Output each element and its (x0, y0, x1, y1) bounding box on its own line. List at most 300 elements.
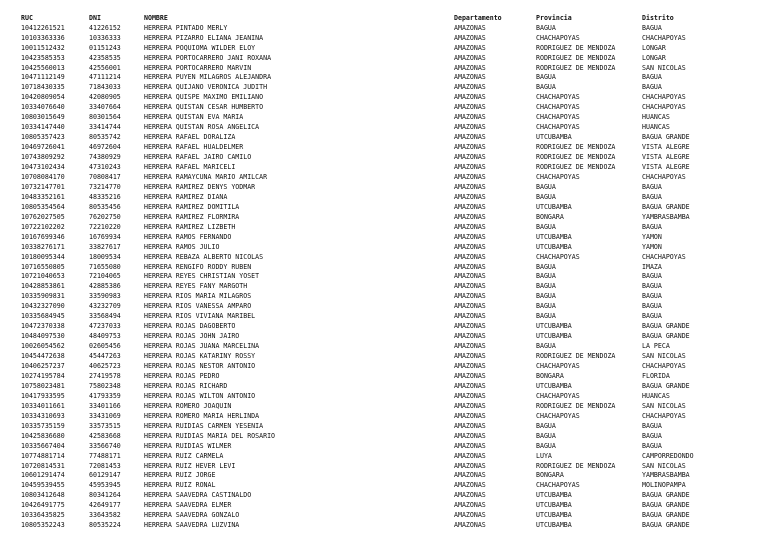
cell-provincia: BAGUA (536, 312, 556, 321)
cell-provincia: RODRIGUEZ DE MENDOZA (536, 401, 616, 410)
cell-provincia: UTCUBAMBA (536, 521, 572, 530)
cell-dni: 33431069 (89, 411, 121, 420)
header-nombre: NOMBRE (144, 14, 168, 22)
cell-ruc: 10803412648 (21, 491, 65, 500)
cell-departamento: AMAZONAS (454, 252, 486, 261)
table-row (0, 64, 768, 74)
cell-dni: 48409753 (89, 332, 121, 341)
cell-distrito: BAGUA (642, 272, 662, 281)
cell-ruc: 10103363336 (21, 33, 65, 42)
header-ruc: RUC (21, 14, 33, 22)
table-row (0, 24, 768, 34)
cell-departamento: AMAZONAS (454, 133, 486, 142)
cell-nombre: HERRERA RAMIREZ LIZBETH (144, 222, 236, 231)
cell-nombre: HERRERA RAMIREZ DENYS YODMAR (144, 182, 256, 191)
cell-ruc: 10459539455 (21, 481, 65, 490)
cell-departamento: AMAZONAS (454, 262, 486, 271)
cell-dni: 47111214 (89, 73, 121, 82)
table-row (0, 103, 768, 113)
cell-provincia: UTCUBAMBA (536, 232, 572, 241)
cell-ruc: 10805354564 (21, 202, 65, 211)
cell-distrito: BAGUA GRANDE (642, 322, 690, 331)
cell-distrito: BAGUA (642, 83, 662, 92)
table-row (0, 302, 768, 312)
cell-ruc: 10428853861 (21, 282, 65, 291)
cell-nombre: HERRERA QUISTAN ROSA ANGELICA (144, 123, 260, 132)
cell-departamento: AMAZONAS (454, 43, 486, 52)
table-row (0, 501, 768, 511)
cell-nombre: HERRERA RUIZ RONAL (144, 481, 216, 490)
table-row (0, 292, 768, 302)
cell-dni: 01151243 (89, 43, 121, 52)
cell-distrito: BAGUA GRANDE (642, 381, 690, 390)
cell-nombre: HERRERA RAMIREZ FLORMIRA (144, 212, 240, 221)
cell-provincia: UTCUBAMBA (536, 381, 572, 390)
cell-distrito: HUANCAS (642, 391, 670, 400)
cell-dni: 02605456 (89, 342, 121, 351)
cell-ruc: 10425560013 (21, 63, 65, 72)
cell-distrito: YAMBRASBAMBA (642, 212, 690, 221)
cell-provincia: UTCUBAMBA (536, 511, 572, 520)
cell-distrito: BAGUA (642, 182, 662, 191)
cell-provincia: CHACHAPOYAS (536, 33, 580, 42)
cell-ruc: 10805352243 (21, 521, 65, 530)
table-row (0, 54, 768, 64)
cell-departamento: AMAZONAS (454, 471, 486, 480)
cell-provincia: BAGUA (536, 192, 556, 201)
header-provincia: Provincia (536, 14, 572, 22)
cell-nombre: HERRERA PIZARRO ELIANA JEANINA (144, 33, 264, 42)
cell-nombre: HERRERA ROJAS WILTON ANTONIO (144, 391, 256, 400)
cell-departamento: AMAZONAS (454, 411, 486, 420)
table-row (0, 133, 768, 143)
table-row (0, 521, 768, 531)
cell-ruc: 10338276171 (21, 242, 65, 251)
cell-departamento: AMAZONAS (454, 371, 486, 380)
cell-provincia: BAGUA (536, 83, 556, 92)
cell-nombre: HERRERA ROJAS JOHN JAIRO (144, 332, 240, 341)
cell-ruc: 10412261521 (21, 23, 65, 32)
cell-distrito: BAGUA (642, 421, 662, 430)
table-row (0, 272, 768, 282)
cell-dni: 71843033 (89, 83, 121, 92)
cell-nombre: HERRERA RUIDIAS MARIA DEL ROSARIO (144, 431, 276, 440)
cell-distrito: CAMPORREDONDO (642, 451, 694, 460)
cell-dni: 80535456 (89, 202, 121, 211)
table-row (0, 44, 768, 54)
cell-ruc: 10473102434 (21, 163, 65, 171)
cell-nombre: HERRERA ROJAS JUANA MARCELINA (144, 342, 260, 351)
cell-distrito: BAGUA (642, 282, 662, 291)
cell-departamento: AMAZONAS (454, 282, 486, 291)
cell-nombre: HERRERA QUISTAN EVA MARIA (144, 113, 244, 122)
table-row (0, 223, 768, 233)
table-row (0, 93, 768, 103)
header-row (0, 14, 768, 24)
cell-departamento: AMAZONAS (454, 322, 486, 331)
cell-nombre: HERRERA RIOS MARIA MILAGROS (144, 292, 252, 301)
cell-dni: 42556001 (89, 63, 121, 72)
table-row (0, 34, 768, 44)
cell-ruc: 10335909831 (21, 292, 65, 301)
cell-departamento: AMAZONAS (454, 222, 486, 231)
cell-provincia: RODRIGUEZ DE MENDOZA (536, 63, 616, 72)
table-row (0, 362, 768, 372)
cell-departamento: AMAZONAS (454, 232, 486, 241)
cell-departamento: AMAZONAS (454, 172, 486, 181)
cell-nombre: HERRERA ROMERO MARIA HERLINDA (144, 411, 260, 420)
cell-provincia: BAGUA (536, 272, 556, 281)
table-row (0, 332, 768, 342)
cell-nombre: HERRERA ROJAS KATARINY ROSSY (144, 352, 256, 361)
cell-distrito: CHACHAPOYAS (642, 172, 686, 181)
cell-provincia: BAGUA (536, 262, 556, 271)
table-row (0, 402, 768, 412)
cell-nombre: HERRERA ROMERO JOAQUIN (144, 401, 232, 410)
cell-ruc: 10716550805 (21, 262, 65, 271)
cell-nombre: HERRERA REYES CHRISTIAN YOSET (144, 272, 260, 281)
cell-dni: 33643582 (89, 511, 121, 520)
table-row (0, 462, 768, 472)
cell-departamento: AMAZONAS (454, 302, 486, 311)
cell-dni: 77488171 (89, 451, 121, 460)
cell-nombre: HERRERA RAFAEL MARICELI (144, 163, 236, 171)
table-row (0, 163, 768, 173)
cell-departamento: AMAZONAS (454, 292, 486, 301)
cell-ruc: 10026054562 (21, 342, 65, 351)
cell-dni: 33407664 (89, 103, 121, 112)
cell-provincia: CHACHAPOYAS (536, 362, 580, 370)
cell-departamento: AMAZONAS (454, 192, 486, 201)
cell-departamento: AMAZONAS (454, 501, 486, 510)
cell-departamento: AMAZONAS (454, 153, 486, 162)
cell-distrito: VISTA ALEGRE (642, 163, 690, 171)
table-row (0, 183, 768, 193)
cell-nombre: HERRERA SAAVEDRA CASTINALDO (144, 491, 252, 500)
table-row (0, 113, 768, 123)
cell-nombre: HERRERA ROJAS DAGOBERTO (144, 322, 236, 331)
cell-nombre: HERRERA RUIZ HEVER LEVI (144, 461, 236, 470)
table-row (0, 83, 768, 93)
cell-dni: 75802348 (89, 381, 121, 390)
table-row (0, 392, 768, 402)
cell-departamento: AMAZONAS (454, 421, 486, 430)
cell-dni: 72081453 (89, 461, 121, 470)
cell-ruc: 10406257237 (21, 362, 65, 370)
cell-provincia: RODRIGUEZ DE MENDOZA (536, 43, 616, 52)
cell-provincia: UTCUBAMBA (536, 322, 572, 331)
cell-nombre: HERRERA RENGIFO RODDY RUBEN (144, 262, 252, 271)
cell-departamento: AMAZONAS (454, 272, 486, 281)
table-row (0, 481, 768, 491)
cell-dni: 71655080 (89, 262, 121, 271)
cell-departamento: AMAZONAS (454, 332, 486, 341)
cell-nombre: HERRERA REBAZA ALBERTO NICOLAS (144, 252, 264, 261)
cell-ruc: 10762027505 (21, 212, 65, 221)
cell-provincia: CHACHAPOYAS (536, 252, 580, 261)
cell-provincia: RODRIGUEZ DE MENDOZA (536, 461, 616, 470)
cell-distrito: BAGUA GRANDE (642, 202, 690, 211)
cell-distrito: YAMBRASBAMBA (642, 471, 690, 480)
table-row (0, 422, 768, 432)
cell-nombre: HERRERA SAAVEDRA LUZVINA (144, 521, 240, 530)
cell-ruc: 10718430335 (21, 83, 65, 92)
cell-departamento: AMAZONAS (454, 511, 486, 520)
cell-distrito: BAGUA (642, 73, 662, 82)
cell-departamento: AMAZONAS (454, 113, 486, 122)
cell-departamento: AMAZONAS (454, 431, 486, 440)
cell-distrito: SAN NICOLAS (642, 352, 686, 361)
cell-distrito: CHACHAPOYAS (642, 411, 686, 420)
cell-ruc: 10774881714 (21, 451, 65, 460)
cell-ruc: 10334011661 (21, 401, 65, 410)
cell-nombre: HERRERA RAMAYCUNA MARIO AMILCAR (144, 172, 268, 181)
table-row (0, 213, 768, 223)
cell-distrito: BAGUA (642, 441, 662, 450)
cell-dni: 42649177 (89, 501, 121, 510)
cell-dni: 18009534 (89, 252, 121, 261)
cell-ruc: 10721040653 (21, 272, 65, 281)
cell-dni: 76202750 (89, 212, 121, 221)
table-row (0, 382, 768, 392)
cell-dni: 16769934 (89, 232, 121, 241)
cell-dni: 72210220 (89, 222, 121, 231)
table-row (0, 442, 768, 452)
cell-dni: 42080905 (89, 93, 121, 102)
table-row (0, 243, 768, 253)
header-dni: DNI (89, 14, 101, 22)
cell-provincia: BAGUA (536, 73, 556, 82)
cell-provincia: UTCUBAMBA (536, 332, 572, 341)
cell-distrito: CHACHAPOYAS (642, 252, 686, 261)
cell-ruc: 10432327090 (21, 302, 65, 311)
cell-departamento: AMAZONAS (454, 53, 486, 62)
cell-ruc: 10425836680 (21, 431, 65, 440)
cell-dni: 42885386 (89, 282, 121, 291)
cell-distrito: BAGUA GRANDE (642, 332, 690, 341)
cell-dni: 70808417 (89, 172, 121, 181)
cell-provincia: CHACHAPOYAS (536, 113, 580, 122)
cell-ruc: 10180095344 (21, 252, 65, 261)
cell-departamento: AMAZONAS (454, 481, 486, 490)
cell-nombre: HERRERA RUIZ CARMELA (144, 451, 224, 460)
table-row (0, 263, 768, 273)
cell-ruc: 10336435825 (21, 511, 65, 520)
cell-provincia: RODRIGUEZ DE MENDOZA (536, 143, 616, 152)
cell-provincia: BAGUA (536, 222, 556, 231)
cell-distrito: YAMON (642, 242, 662, 251)
cell-nombre: HERRERA SAAVEDRA GONZALO (144, 511, 240, 520)
table-row (0, 312, 768, 322)
cell-ruc: 10483352161 (21, 192, 65, 201)
cell-provincia: RODRIGUEZ DE MENDOZA (536, 153, 616, 162)
cell-ruc: 10722102202 (21, 222, 65, 231)
cell-distrito: BAGUA (642, 302, 662, 311)
cell-provincia: UTCUBAMBA (536, 501, 572, 510)
table-row (0, 322, 768, 332)
table-row (0, 342, 768, 352)
cell-departamento: AMAZONAS (454, 461, 486, 470)
cell-ruc: 10720814531 (21, 461, 65, 470)
cell-ruc: 10472370338 (21, 322, 65, 331)
cell-provincia: RODRIGUEZ DE MENDOZA (536, 352, 616, 361)
cell-departamento: AMAZONAS (454, 451, 486, 460)
table-row (0, 233, 768, 243)
cell-nombre: HERRERA PINTADO MERLY (144, 23, 228, 32)
cell-departamento: AMAZONAS (454, 93, 486, 102)
cell-distrito: SAN NICOLAS (642, 401, 686, 410)
cell-distrito: CHACHAPOYAS (642, 93, 686, 102)
cell-dni: 48335216 (89, 192, 121, 201)
cell-dni: 73214770 (89, 182, 121, 191)
cell-ruc: 10469726041 (21, 143, 65, 152)
cell-ruc: 10335735159 (21, 421, 65, 430)
cell-distrito: BAGUA GRANDE (642, 501, 690, 510)
cell-ruc: 10274195784 (21, 371, 65, 380)
cell-ruc: 10471112149 (21, 73, 65, 82)
cell-dni: 33401166 (89, 401, 121, 410)
cell-provincia: BAGUA (536, 441, 556, 450)
cell-departamento: AMAZONAS (454, 143, 486, 152)
cell-ruc: 10335667404 (21, 441, 65, 450)
cell-departamento: AMAZONAS (454, 83, 486, 92)
cell-dni: 33573515 (89, 421, 121, 430)
cell-provincia: CHACHAPOYAS (536, 481, 580, 490)
cell-ruc: 10011512432 (21, 43, 65, 52)
cell-ruc: 10423585353 (21, 53, 65, 62)
table-row (0, 73, 768, 83)
cell-departamento: AMAZONAS (454, 352, 486, 361)
cell-provincia: BAGUA (536, 342, 556, 351)
cell-nombre: HERRERA ROJAS PEDRO (144, 371, 220, 380)
cell-provincia: BAGUA (536, 431, 556, 440)
table-row (0, 412, 768, 422)
cell-distrito: YAMON (642, 232, 662, 241)
cell-departamento: AMAZONAS (454, 491, 486, 500)
cell-departamento: AMAZONAS (454, 441, 486, 450)
cell-provincia: CHACHAPOYAS (536, 93, 580, 102)
cell-ruc: 10334310693 (21, 411, 65, 420)
cell-departamento: AMAZONAS (454, 103, 486, 112)
cell-departamento: AMAZONAS (454, 381, 486, 390)
cell-provincia: CHACHAPOYAS (536, 411, 580, 420)
cell-distrito: VISTA ALEGRE (642, 153, 690, 162)
cell-dni: 47310243 (89, 163, 121, 171)
cell-provincia: BAGUA (536, 23, 556, 32)
table-row (0, 153, 768, 163)
cell-nombre: HERRERA ROJAS RICHARD (144, 381, 228, 390)
cell-provincia: RODRIGUEZ DE MENDOZA (536, 163, 616, 171)
cell-distrito: BAGUA (642, 222, 662, 231)
cell-ruc: 10805357423 (21, 133, 65, 142)
cell-dni: 33568494 (89, 312, 121, 321)
cell-dni: 27419578 (89, 371, 121, 380)
cell-nombre: HERRERA RAFAEL HUALDELMER (144, 143, 244, 152)
table-row (0, 432, 768, 442)
table-row (0, 123, 768, 133)
cell-distrito: VISTA ALEGRE (642, 143, 690, 152)
table-row (0, 372, 768, 382)
cell-nombre: HERRERA RUIZ JORGE (144, 471, 216, 480)
cell-distrito: FLORIDA (642, 371, 670, 380)
cell-nombre: HERRERA RIOS VIVIANA MARIBEL (144, 312, 256, 321)
cell-distrito: BAGUA GRANDE (642, 491, 690, 500)
cell-provincia: BAGUA (536, 302, 556, 311)
cell-distrito: BAGUA GRANDE (642, 521, 690, 530)
cell-ruc: 10167699346 (21, 232, 65, 241)
cell-nombre: HERRERA RAFAEL JAIRO CAMILO (144, 153, 252, 162)
cell-distrito: BAGUA GRANDE (642, 511, 690, 520)
cell-provincia: BAGUA (536, 282, 556, 291)
cell-distrito: BAGUA (642, 431, 662, 440)
table-row (0, 471, 768, 481)
cell-provincia: BAGUA (536, 292, 556, 301)
cell-distrito: LA PECA (642, 342, 670, 351)
cell-provincia: CHACHAPOYAS (536, 172, 580, 181)
cell-distrito: SAN NICOLAS (642, 461, 686, 470)
table-row (0, 282, 768, 292)
cell-provincia: UTCUBAMBA (536, 491, 572, 500)
cell-ruc: 10417933595 (21, 391, 65, 400)
cell-distrito: IMAZA (642, 262, 662, 271)
cell-nombre: HERRERA PUYEN MILAGROS ALEJANDRA (144, 73, 272, 82)
table-row (0, 143, 768, 153)
cell-distrito: BAGUA GRANDE (642, 133, 690, 142)
cell-nombre: HERRERA SAAVEDRA ELMER (144, 501, 232, 510)
cell-nombre: HERRERA ROJAS NESTOR ANTONIO (144, 362, 256, 370)
cell-nombre: HERRERA QUISPE MAXIMO EMILIANO (144, 93, 264, 102)
cell-provincia: BONGARA (536, 371, 564, 380)
cell-dni: 33414744 (89, 123, 121, 132)
cell-nombre: HERRERA PORTOCARRERO JANI ROXANA (144, 53, 272, 62)
cell-ruc: 10420809054 (21, 93, 65, 102)
cell-provincia: CHACHAPOYAS (536, 103, 580, 112)
table-row (0, 193, 768, 203)
cell-dni: 41226152 (89, 23, 121, 32)
table-row (0, 352, 768, 362)
cell-distrito: CHACHAPOYAS (642, 362, 686, 370)
cell-nombre: HERRERA QUISTAN CESAR HUMBERTO (144, 103, 264, 112)
cell-departamento: AMAZONAS (454, 391, 486, 400)
cell-provincia: BONGARA (536, 212, 564, 221)
cell-distrito: LONGAR (642, 53, 666, 62)
cell-departamento: AMAZONAS (454, 23, 486, 32)
cell-dni: 80535742 (89, 133, 121, 142)
cell-ruc: 10601291474 (21, 471, 65, 480)
table-row (0, 203, 768, 213)
cell-nombre: HERRERA RUIDIAS WILMER (144, 441, 232, 450)
cell-ruc: 10335684945 (21, 312, 65, 321)
cell-dni: 45953945 (89, 481, 121, 490)
cell-dni: 45447263 (89, 352, 121, 361)
cell-provincia: BAGUA (536, 182, 556, 191)
cell-ruc: 10803015649 (21, 113, 65, 122)
cell-distrito: HUANCAS (642, 113, 670, 122)
cell-departamento: AMAZONAS (454, 342, 486, 351)
cell-departamento: AMAZONAS (454, 63, 486, 72)
cell-dni: 33827617 (89, 242, 121, 251)
cell-dni: 10336333 (89, 33, 121, 42)
cell-departamento: AMAZONAS (454, 123, 486, 132)
cell-provincia: UTCUBAMBA (536, 133, 572, 142)
cell-nombre: HERRERA RAMIREZ DIANA (144, 192, 228, 201)
cell-nombre: HERRERA QUIJANO VERONICA JUDITH (144, 83, 268, 92)
table-row (0, 173, 768, 183)
cell-dni: 42583668 (89, 431, 121, 440)
cell-provincia: CHACHAPOYAS (536, 391, 580, 400)
cell-provincia: LUYA (536, 451, 552, 460)
cell-dni: 72104065 (89, 272, 121, 281)
